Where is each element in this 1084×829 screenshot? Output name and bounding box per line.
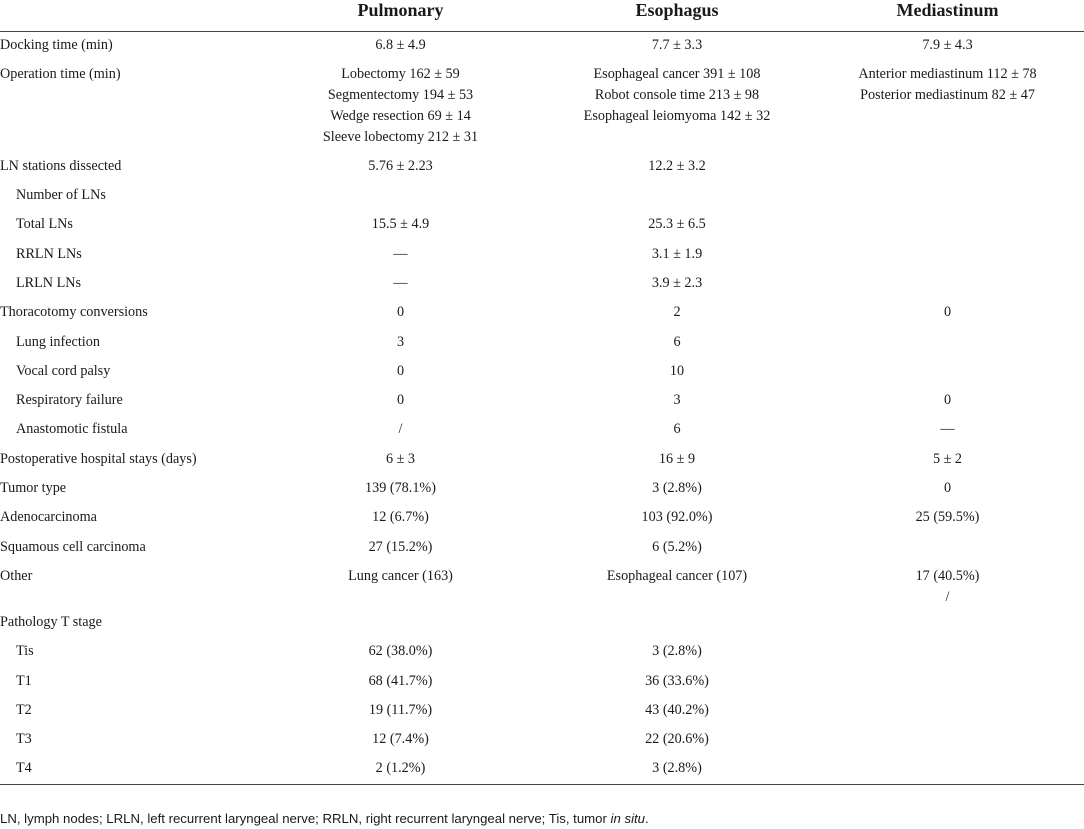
cell-line: 25.3 ± 6.5: [648, 216, 706, 233]
cell-line: Esophageal leiomyoma 142 ± 32: [583, 107, 771, 124]
pulmonary-cell: [258, 755, 543, 784]
table-row: [0, 299, 1084, 328]
cell-line: 139 (78.1%): [365, 480, 436, 497]
row-label: Other: [0, 567, 33, 584]
pulmonary-cell: [258, 211, 543, 240]
mediastinum-cell: [811, 270, 1084, 299]
cell-line: 3 (2.8%): [652, 760, 702, 777]
cell-line: 2 (1.2%): [375, 760, 426, 777]
row-label: Number of LNs: [16, 187, 106, 204]
pulmonary-cell: [258, 563, 543, 609]
cell-line: 0: [943, 392, 952, 409]
row-label: T4: [0, 755, 258, 784]
mediastinum-cell: [811, 358, 1084, 387]
esophagus-cell: [543, 446, 811, 475]
row-label: Docking time (min): [0, 37, 113, 53]
header-esophagus: Esophagus: [543, 0, 811, 32]
cell-line: /: [945, 588, 950, 605]
row-label: LN stations dissected: [0, 157, 122, 174]
footnote-text: LN, lymph nodes; LRLN, left recurrent laryngeal nerve; RRLN, right recurrent laryngeal nerve; Tis, tumor: [0, 811, 611, 826]
esophagus-cell: [543, 726, 811, 755]
table-row: [0, 211, 1084, 240]
cell-line: /: [398, 421, 403, 438]
pulmonary-cell: [258, 32, 543, 61]
esophagus-cell: [543, 697, 811, 726]
mediastinum-cell: [811, 299, 1084, 328]
header-pulmonary: Pulmonary: [258, 0, 543, 32]
cell-line: 5.76 ± 2.23: [368, 157, 433, 174]
cell-line: 5 ± 2: [932, 450, 963, 467]
pulmonary-cell: [258, 609, 543, 638]
cell-line: Anterior mediastinum 112 ± 78: [858, 65, 1037, 82]
pulmonary-cell: [258, 329, 543, 358]
pulmonary-cell: [258, 726, 543, 755]
pulmonary-cell: [258, 446, 543, 475]
cell-line: 36 (33.6%): [645, 672, 709, 689]
table-row: [0, 182, 1084, 211]
esophagus-cell: [543, 270, 811, 299]
cell-line: —: [940, 421, 955, 438]
cell-line: 0: [943, 304, 952, 321]
mediastinum-cell: [811, 563, 1084, 609]
table-row: [0, 563, 1084, 609]
cell-line: 25 (59.5%): [915, 509, 980, 526]
row-label: Operation time (min): [0, 65, 121, 82]
mediastinum-cell: [811, 61, 1084, 153]
cell-line: Lobectomy 162 ± 59: [341, 65, 460, 82]
footnote-end: .: [645, 811, 649, 826]
esophagus-cell: [543, 668, 811, 697]
cell-line: 62 (38.0%): [368, 643, 433, 660]
mediastinum-cell: [811, 211, 1084, 240]
table-row: [0, 329, 1084, 358]
mediastinum-cell: [811, 387, 1084, 416]
cell-line: 43 (40.2%): [645, 701, 709, 718]
mediastinum-cell: [811, 697, 1084, 726]
table-row: [0, 638, 1084, 667]
cell-line: 16 ± 9: [658, 450, 696, 467]
esophagus-cell: [543, 475, 811, 504]
row-label: T1: [16, 672, 32, 689]
cell-line: Robot console time 213 ± 98: [594, 86, 760, 103]
table-row: [0, 153, 1084, 182]
cell-line: 3 (2.8%): [652, 480, 702, 497]
row-label: Postoperative hospital stays (days): [0, 450, 197, 467]
cell-line: 3: [396, 333, 405, 350]
cell-line: 6: [673, 333, 681, 350]
esophagus-cell: [543, 32, 811, 61]
row-label: Adenocarcinoma: [0, 509, 97, 526]
esophagus-cell: [543, 638, 811, 667]
row-label: Pathology T stage: [0, 613, 102, 630]
row-label: LRLN LNs: [16, 274, 82, 291]
cell-line: Posterior mediastinum 82 ± 47: [860, 86, 1035, 103]
pulmonary-cell: [258, 638, 543, 667]
table-row: [0, 358, 1084, 387]
pulmonary-cell: [258, 697, 543, 726]
esophagus-cell: [543, 387, 811, 416]
row-label: Tis: [16, 643, 34, 660]
row-label: T2: [16, 701, 32, 718]
mediastinum-cell: [811, 446, 1084, 475]
table-row: [0, 697, 1084, 726]
cell-line: 12.2 ± 3.2: [648, 157, 706, 174]
cell-line: Wedge resection 69 ± 14: [330, 107, 471, 124]
esophagus-cell: [543, 416, 811, 445]
cell-line: 19 (11.7%): [368, 701, 433, 718]
cell-line: 12 (6.7%): [372, 509, 429, 526]
table-row: [0, 475, 1084, 504]
esophagus-cell: [543, 358, 811, 387]
cell-line: 12 (7.4%): [372, 731, 429, 748]
cell-line: 103 (92.0%): [641, 509, 713, 526]
table-row: [0, 32, 1084, 61]
cell-line: 3.1 ± 1.9: [651, 245, 703, 262]
mediastinum-cell: [811, 153, 1084, 182]
mediastinum-cell: [811, 638, 1084, 667]
table-row: [0, 446, 1084, 475]
cell-line: —: [393, 245, 408, 262]
cell-line: Esophageal cancer 391 ± 108: [593, 65, 761, 82]
table-row: [0, 416, 1084, 445]
row-label: Vocal cord palsy: [16, 362, 111, 379]
cell-line: 10: [669, 362, 685, 379]
mediastinum-cell: [811, 534, 1084, 563]
row-label: Respiratory failure: [16, 392, 123, 409]
pulmonary-cell: [258, 475, 543, 504]
esophagus-cell: [543, 241, 811, 270]
esophagus-cell: [543, 563, 811, 609]
header-row: [0, 0, 1084, 32]
pulmonary-cell: [258, 270, 543, 299]
cell-line: Esophageal cancer (107): [606, 567, 748, 584]
mediastinum-cell: [811, 416, 1084, 445]
table-row: [0, 387, 1084, 416]
cell-line: 3 (2.8%): [652, 643, 702, 660]
cell-line: 15.5 ± 4.9: [371, 216, 430, 233]
cell-line: Sleeve lobectomy 212 ± 31: [322, 128, 479, 145]
table-row: [0, 61, 1084, 153]
pulmonary-cell: [258, 534, 543, 563]
mediastinum-cell: [811, 475, 1084, 504]
mediastinum-cell: [811, 668, 1084, 697]
header-mediastinum: Mediastinum: [811, 0, 1084, 32]
table-row: [0, 668, 1084, 697]
table-row: [0, 726, 1084, 755]
row-label: RRLN LNs: [16, 245, 82, 262]
cell-line: —: [393, 274, 408, 291]
table-row: [0, 270, 1084, 299]
esophagus-cell: [543, 299, 811, 328]
cell-line: 0: [943, 480, 952, 497]
esophagus-cell: [543, 504, 811, 533]
cell-line: 7.9 ± 4.3: [922, 37, 973, 53]
cell-line: 68 (41.7%): [368, 672, 433, 689]
pulmonary-cell: [258, 153, 543, 182]
esophagus-cell: [543, 153, 811, 182]
esophagus-cell: [543, 182, 811, 211]
esophagus-cell: [543, 329, 811, 358]
mediastinum-cell: [811, 241, 1084, 270]
mediastinum-cell: [811, 32, 1084, 61]
pulmonary-cell: [258, 241, 543, 270]
pulmonary-cell: [258, 299, 543, 328]
cell-line: 2: [673, 304, 681, 321]
cell-line: 0: [396, 362, 405, 379]
cell-line: 0: [396, 392, 405, 409]
mediastinum-cell: [811, 504, 1084, 533]
mediastinum-cell: [811, 726, 1084, 755]
table-body: [0, 32, 1084, 785]
table-row: [0, 755, 1084, 784]
esophagus-cell: [543, 609, 811, 638]
cell-line: 6.8 ± 4.9: [375, 37, 426, 53]
pulmonary-cell: [258, 504, 543, 533]
cell-line: Lung cancer (163): [348, 567, 453, 584]
row-label: Thoracotomy conversions: [0, 304, 148, 321]
esophagus-cell: [543, 534, 811, 563]
cell-line: 17 (40.5%): [915, 567, 980, 584]
cell-line: Segmentectomy 194 ± 53: [327, 86, 474, 103]
esophagus-cell: [543, 211, 811, 240]
table-row: [0, 534, 1084, 563]
table-row: [0, 241, 1084, 270]
cell-line: 6: [673, 421, 681, 438]
cell-line: 6 ± 3: [385, 450, 416, 467]
pulmonary-cell: [258, 358, 543, 387]
row-label: Squamous cell carcinoma: [0, 538, 146, 555]
header-blank: [0, 0, 258, 32]
pulmonary-cell: [258, 387, 543, 416]
mediastinum-cell: [811, 755, 1084, 784]
pulmonary-cell: [258, 416, 543, 445]
cell-line: 0: [396, 304, 405, 321]
table-row: [0, 609, 1084, 638]
cell-line: 27 (15.2%): [368, 538, 433, 555]
table-row: [0, 504, 1084, 533]
cell-line: 3: [673, 392, 681, 409]
row-label: Anastomotic fistula: [16, 421, 128, 438]
row-label: Total LNs: [16, 216, 73, 233]
cell-line: 22 (20.6%): [645, 731, 709, 748]
mediastinum-cell: [811, 329, 1084, 358]
esophagus-cell: [543, 61, 811, 153]
cell-line: 6 (5.2%): [652, 538, 702, 555]
pulmonary-cell: [258, 61, 543, 153]
pulmonary-cell: [258, 668, 543, 697]
row-label: Lung infection: [16, 333, 100, 350]
cell-line: 3.9 ± 2.3: [651, 274, 703, 291]
table-footnote: [0, 811, 649, 826]
mediastinum-cell: [811, 609, 1084, 638]
mediastinum-cell: [811, 182, 1084, 211]
cell-line: 7.7 ± 3.3: [651, 37, 703, 53]
row-label: T3: [16, 731, 32, 748]
esophagus-cell: [543, 755, 811, 784]
pulmonary-cell: [258, 182, 543, 211]
footnote-italic: in situ: [610, 811, 645, 826]
row-label: Tumor type: [0, 480, 67, 497]
